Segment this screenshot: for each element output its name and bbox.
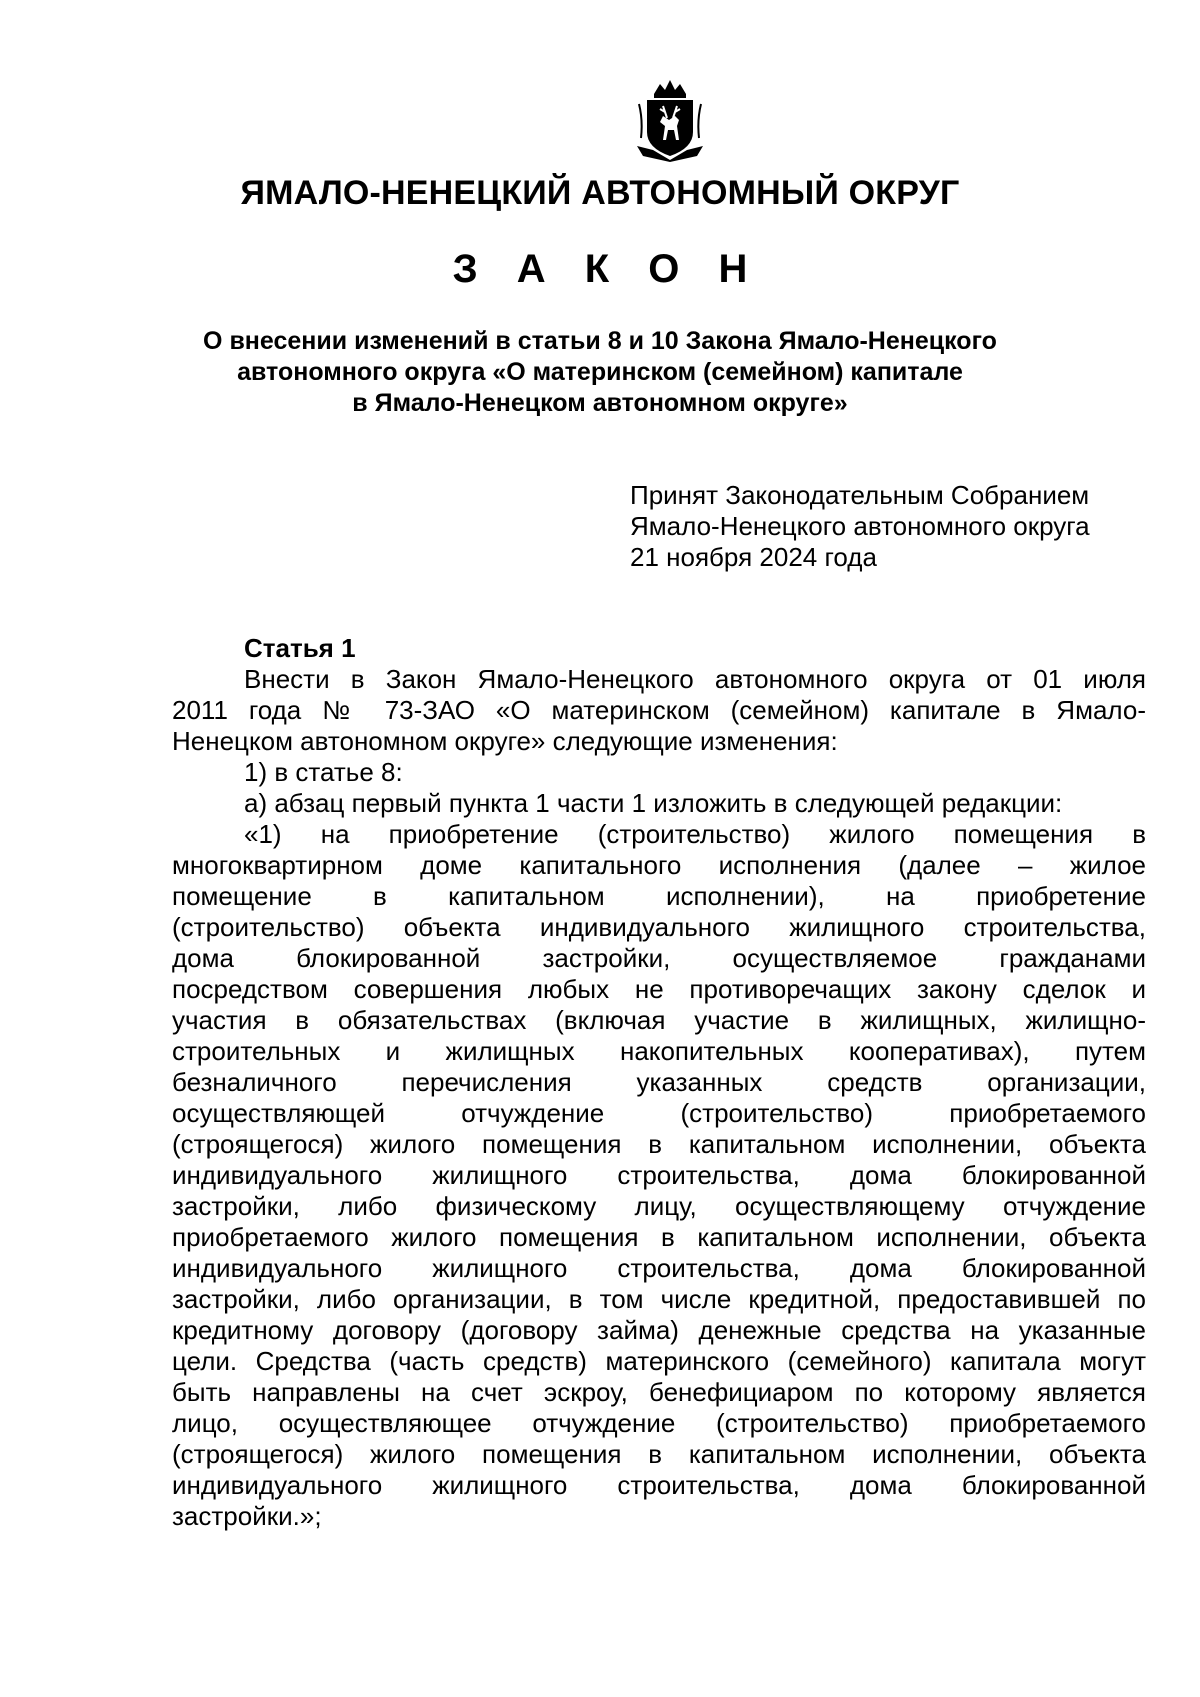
text-line: индивидуального жилищного строительства, дома блокированной — [172, 1160, 1146, 1190]
text-line: многоквартирном доме капитального исполнения (далее – жилое — [172, 850, 1146, 880]
text-line: помещение в капитальном исполнении), на приобретение — [172, 881, 1146, 911]
text-line: безналичного перечисления указанных средств организации, — [172, 1067, 1146, 1097]
text-line: а) абзац первый пункта 1 части 1 изложить в следующей редакции: — [244, 788, 1063, 818]
text-line: (строящегося) жилого помещения в капитальном исполнении, объекта — [172, 1439, 1146, 1469]
coat-of-arms-emblem — [627, 76, 713, 162]
text-line: «1) на приобретение (строительство) жилого помещения в — [244, 819, 1146, 849]
text-line: дома блокированной застройки, осуществляемое гражданами — [172, 943, 1146, 973]
subject-line: в Ямало-Ненецком автономном округе» — [352, 389, 848, 417]
text-line: цели. Средства (часть средств) материнского (семейного) капитала могут — [172, 1346, 1146, 1376]
text-line: Внести в Закон Ямало-Ненецкого автономного округа от 01 июля — [244, 664, 1146, 694]
text-line: кредитному договору (договору займа) денежные средства на указанные — [172, 1315, 1146, 1345]
text-line: Ненецком автономном округе» следующие изменения: — [172, 726, 838, 756]
text-line: (строящегося) жилого помещения в капитальном исполнении, объекта — [172, 1129, 1146, 1159]
text-line: быть направлены на счет эскроу, бенефициаром по которому является — [172, 1377, 1146, 1407]
text-line: приобретаемого жилого помещения в капитальном исполнении, объекта — [172, 1222, 1146, 1252]
text-line: строительных и жилищных накопительных кооперативах), путем — [172, 1036, 1146, 1066]
text-line: индивидуального жилищного строительства, дома блокированной — [172, 1253, 1146, 1283]
adoption-line: Ямало-Ненецкого автономного округа — [630, 511, 1090, 541]
subject-line: автономного округа «О материнском (семейном) капитале — [237, 358, 963, 386]
text-line: застройки, либо организации, в том числе кредитной, предоставившей по — [172, 1284, 1146, 1314]
text-line: осуществляющей отчуждение (строительство) приобретаемого — [172, 1098, 1146, 1128]
text-line: лицо, осуществляющее отчуждение (строительство) приобретаемого — [172, 1408, 1146, 1438]
adoption-line: Принят Законодательным Собранием — [630, 480, 1090, 510]
subject-line: О внесении изменений в статьи 8 и 10 Закона Ямало-Ненецкого — [203, 327, 997, 355]
article-body — [172, 633, 1146, 1532]
text-line: застройки, либо физическому лицу, осуществляющему отчуждение — [172, 1191, 1146, 1221]
law-subject — [150, 326, 1050, 419]
text-line: 1) в статье 8: — [244, 757, 403, 787]
adoption-line: 21 ноября 2024 года — [630, 542, 877, 572]
article-title: Статья 1 — [244, 633, 356, 663]
text-line: посредством совершения любых не противоречащих закону сделок и — [172, 974, 1146, 1004]
document-type: З А К О Н — [452, 247, 762, 291]
text-line: индивидуального жилищного строительства, дома блокированной — [172, 1470, 1146, 1500]
adoption-note — [630, 480, 1090, 573]
text-line: участия в обязательствах (включая участие в жилищных, жилищно- — [172, 1005, 1146, 1035]
text-line: (строительство) объекта индивидуального жилищного строительства, — [172, 912, 1146, 942]
region-title: ЯМАЛО-НЕНЕЦКИЙ АВТОНОМНЫЙ ОКРУГ — [240, 174, 960, 212]
text-line: застройки.»; — [172, 1501, 322, 1531]
text-line: 2011 года № 73-ЗАО «О материнском (семейном) капитале в Ямало- — [172, 695, 1146, 725]
